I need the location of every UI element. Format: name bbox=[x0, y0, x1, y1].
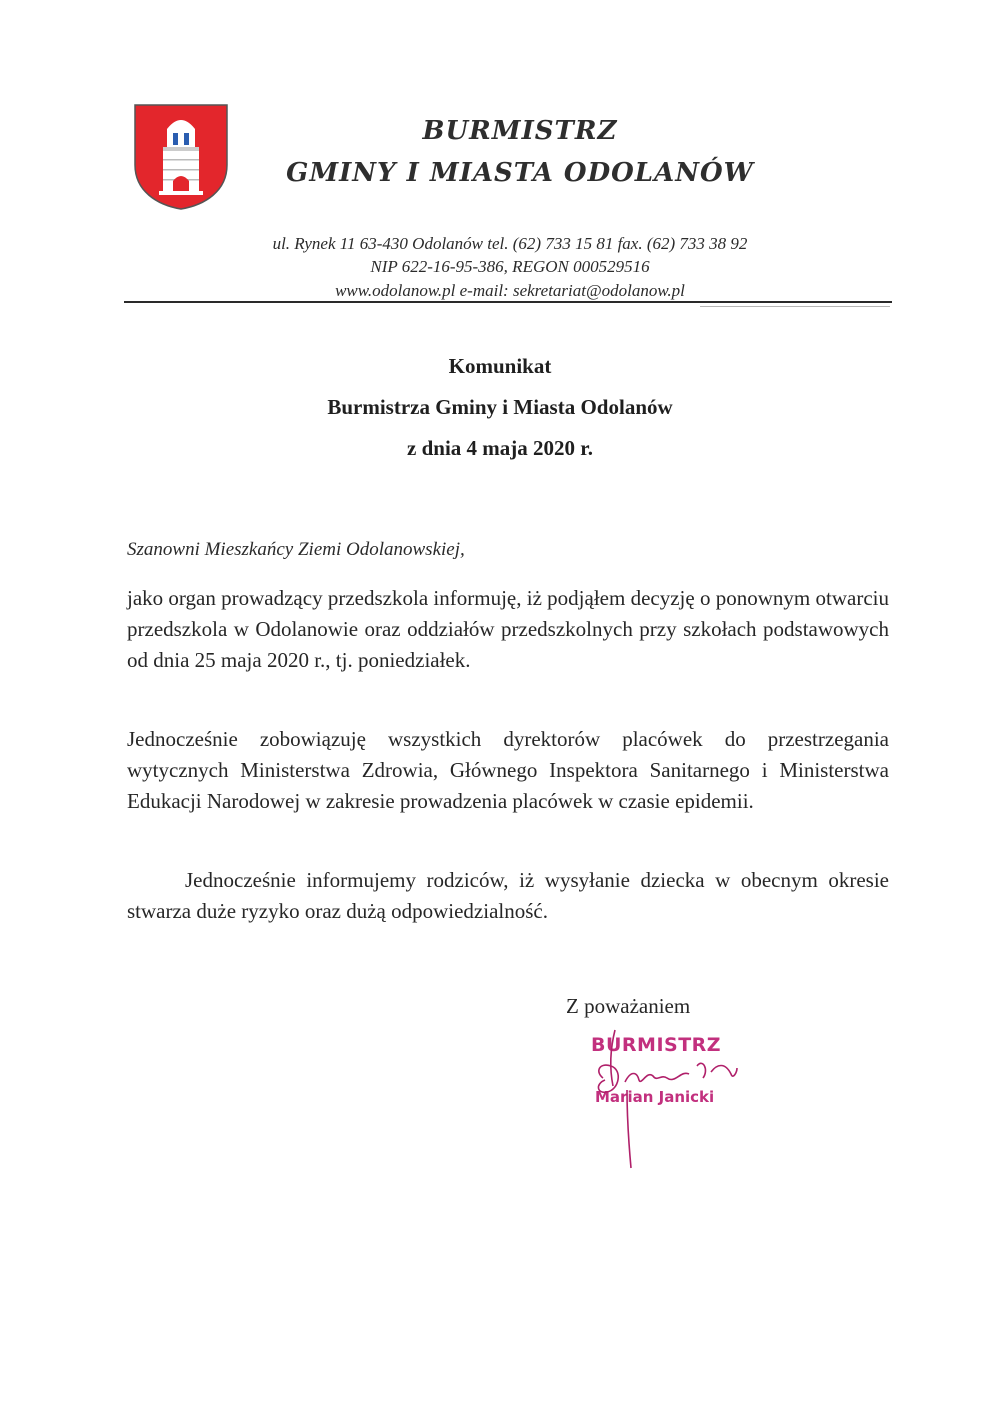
contact-address: ul. Rynek 11 63-430 Odolanów tel. (62) 733 15 81 fax. (62) 733 38 92 bbox=[272, 234, 748, 253]
announcement-title: Komunikat bbox=[448, 354, 552, 378]
announcement-date: z dnia 4 maja 2020 r. bbox=[407, 436, 593, 460]
stamp-name: Marian Janicki bbox=[595, 1088, 715, 1106]
header-title-line2: GMINY I MIASTA ODOLANÓW bbox=[286, 158, 754, 188]
header-title-line1: BURMISTRZ bbox=[422, 116, 618, 146]
coat-of-arms-icon bbox=[133, 103, 229, 211]
official-stamp bbox=[585, 1026, 755, 1176]
contact-ids: NIP 622-16-95-386, REGON 000529516 bbox=[370, 257, 650, 276]
contact-web: www.odolanow.pl e-mail: sekretariat@odolanow.pl bbox=[335, 281, 685, 300]
paragraph-1: jako organ prowadzący przedszkola informuję, iż podjąłem decyzję o ponownym otwarciu przedszkola w Odolanowie oraz oddziałów przedszkolnych przy szkołach podstawowych od dnia 25 maja 2020 r., tj. poniedziałek. bbox=[127, 586, 889, 672]
paragraph-2: Jednocześnie zobowiązuję wszystkich dyrektorów placówek do przestrzegania wytycznych Ministerstwa Zdrowia, Głównego Inspektora Sanitarnego i Ministerstwa Edukacji Narodowej w zakresie prowadzenia placówek w czasie epidemii. bbox=[127, 727, 889, 813]
header-divider-thin bbox=[700, 306, 890, 307]
paragraph-3: Jednocześnie informujemy rodziców, iż wysyłanie dziecka w obecnym okresie stwarza duże ryzyko oraz dużą odpowiedzialność. bbox=[127, 868, 889, 923]
header-divider bbox=[124, 301, 892, 303]
greeting: Szanowni Mieszkańcy Ziemi Odolanowskiej, bbox=[127, 539, 465, 560]
announcement-issuer: Burmistrza Gminy i Miasta Odolanów bbox=[327, 395, 673, 419]
stamp-title: BURMISTRZ bbox=[591, 1034, 722, 1056]
handwritten-signature-icon bbox=[585, 1026, 755, 1176]
closing-phrase: Z poważaniem bbox=[566, 994, 691, 1018]
